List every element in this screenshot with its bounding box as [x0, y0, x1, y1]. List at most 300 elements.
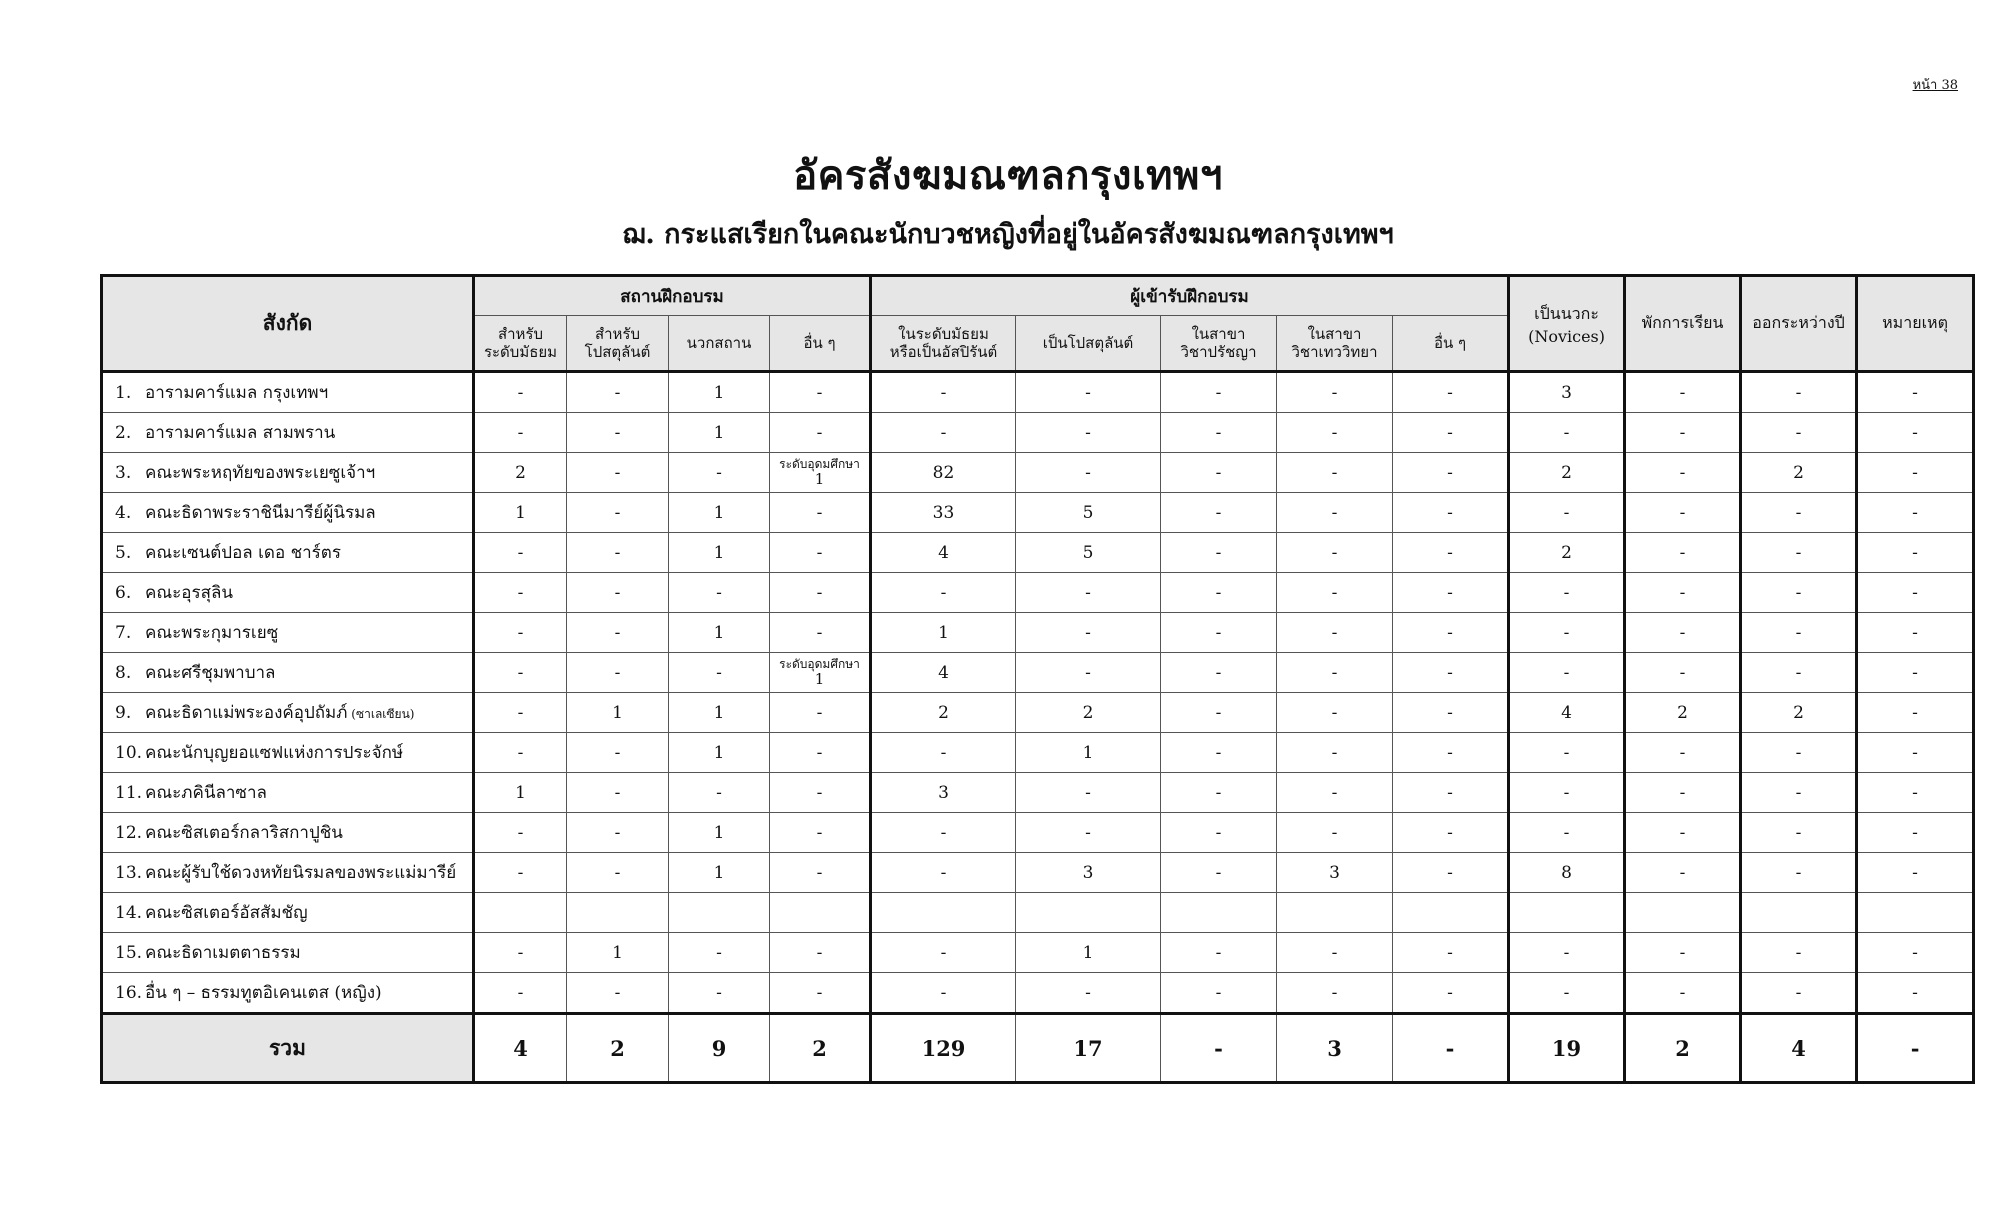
table-cell: - — [1741, 973, 1857, 1014]
table-cell: - — [770, 813, 871, 853]
table-row — [102, 533, 1974, 573]
row-number: 1. — [115, 383, 132, 403]
table-cell: - — [1277, 773, 1393, 813]
row-name: คณะเซนต์ปอล เดอ ชาร์ตร — [145, 543, 341, 563]
table-cell: - — [1161, 813, 1277, 853]
table-cell: - — [1161, 372, 1277, 413]
table-cell: - — [474, 533, 567, 573]
table-cell: - — [567, 493, 669, 533]
table-cell: - — [1625, 573, 1741, 613]
table-cell: 1 — [669, 813, 770, 853]
table-cell: - — [474, 613, 567, 653]
header-tp-postulant: สำหรับ โปสตุลันต์ — [567, 316, 669, 372]
table-cell: 1 — [669, 853, 770, 893]
table-cell — [770, 893, 871, 933]
table-cell: - — [871, 372, 1016, 413]
table-row — [102, 813, 1974, 853]
table-row — [102, 372, 1974, 413]
table-cell: - — [1509, 653, 1625, 693]
table-cell: - — [567, 733, 669, 773]
table-row — [102, 613, 1974, 653]
table-cell: - — [1857, 813, 1974, 853]
table-cell: - — [474, 933, 567, 973]
row-affiliation — [102, 693, 474, 733]
table-cell: 1 — [669, 372, 770, 413]
table-cell: - — [1393, 613, 1509, 653]
vocations-table — [100, 274, 1975, 1084]
table-cell: - — [1857, 693, 1974, 733]
table-cell — [1625, 893, 1741, 933]
table-cell: - — [871, 813, 1016, 853]
row-name: คณะพระหฤทัยของพระเยซูเจ้าฯ — [145, 463, 376, 483]
table-cell: - — [1509, 733, 1625, 773]
table-cell — [1277, 893, 1393, 933]
header-tr-other: อื่น ๆ — [1393, 316, 1509, 372]
table-cell: - — [1741, 613, 1857, 653]
table-cell: - — [567, 372, 669, 413]
table-cell: - — [1277, 733, 1393, 773]
table-cell: - — [1161, 853, 1277, 893]
row-name: คณะพระกุมารเยซู — [145, 623, 279, 643]
table-cell: - — [669, 653, 770, 693]
row-name: คณะอุรสุลิน — [145, 583, 234, 603]
table-cell: - — [1016, 372, 1161, 413]
row-affiliation — [102, 773, 474, 813]
table-cell: - — [1161, 493, 1277, 533]
table-cell: - — [474, 733, 567, 773]
table-cell: - — [1625, 933, 1741, 973]
table-cell: - — [1741, 933, 1857, 973]
row-number: 9. — [115, 703, 132, 723]
table-cell: - — [1393, 853, 1509, 893]
table-cell: - — [567, 453, 669, 493]
table-cell: - — [770, 573, 871, 613]
table-cell: - — [1625, 372, 1741, 413]
table-cell: 2 — [1016, 693, 1161, 733]
table-cell: - — [1277, 413, 1393, 453]
table-cell: 2 — [1741, 693, 1857, 733]
table-cell: - — [1161, 573, 1277, 613]
table-cell: - — [567, 573, 669, 613]
table-cell: 3 — [1277, 853, 1393, 893]
table-cell: - — [1741, 413, 1857, 453]
table-cell: - — [770, 973, 871, 1014]
row-affiliation — [102, 653, 474, 693]
row-name: คณะศรีชุมพาบาล — [145, 663, 276, 683]
row-name: อารามคาร์แมล สามพราน — [145, 423, 336, 443]
table-cell: - — [669, 453, 770, 493]
table-cell: - — [1277, 653, 1393, 693]
header-novices-line2: (Novices) — [1528, 326, 1605, 346]
row-affiliation — [102, 813, 474, 853]
row-number: 10. — [115, 743, 143, 763]
table-cell: - — [474, 413, 567, 453]
row-affiliation — [102, 413, 474, 453]
header-tp-novitiate: นวกสถาน — [669, 316, 770, 372]
table-cell: 2 — [474, 453, 567, 493]
table-cell: - — [1393, 372, 1509, 413]
table-cell: - — [1016, 653, 1161, 693]
table-cell: 4 — [871, 533, 1016, 573]
table-cell: 1 — [871, 613, 1016, 653]
table-row — [102, 413, 1974, 453]
table-cell — [567, 893, 669, 933]
table-cell: - — [1625, 453, 1741, 493]
header-tp-other: อื่น ๆ — [770, 316, 871, 372]
table-cell — [1857, 893, 1974, 933]
table-cell: - — [1277, 973, 1393, 1014]
cell-sub-label: ระดับอุดมศึกษา — [779, 657, 860, 672]
table-cell: - — [1625, 773, 1741, 813]
table-cell: 1 — [474, 493, 567, 533]
table-cell: - — [567, 413, 669, 453]
total-cell: 4 — [474, 1014, 567, 1083]
table-cell: - — [1857, 653, 1974, 693]
table-cell: 2 — [871, 693, 1016, 733]
table-cell: - — [770, 372, 871, 413]
row-affiliation — [102, 453, 474, 493]
table-cell: - — [1625, 973, 1741, 1014]
total-cell: 2 — [567, 1014, 669, 1083]
table-cell: - — [1741, 533, 1857, 573]
table-cell: - — [1161, 733, 1277, 773]
table-cell: 2 — [1741, 453, 1857, 493]
table-cell: - — [474, 693, 567, 733]
table-row — [102, 733, 1974, 773]
table-cell: - — [1277, 933, 1393, 973]
table-cell: - — [1625, 813, 1741, 853]
table-cell: - — [1393, 533, 1509, 573]
row-name: คณะซิสเตอร์อัสสัมชัญ — [145, 903, 308, 923]
row-affiliation — [102, 573, 474, 613]
row-name: คณะธิดาพระราชินีมารีย์ผู้นิรมล — [145, 503, 376, 523]
table-cell: 1 — [1016, 733, 1161, 773]
table-cell: - — [474, 853, 567, 893]
row-name: คณะนักบุญยอแซฟแห่งการประจักษ์ — [145, 743, 404, 763]
table-cell: - — [1161, 933, 1277, 973]
table-cell: - — [1161, 773, 1277, 813]
table-cell: - — [871, 733, 1016, 773]
table-cell: - — [1277, 813, 1393, 853]
header-trainees: ผู้เข้ารับฝึกอบรม — [871, 276, 1509, 316]
table-cell: - — [1857, 933, 1974, 973]
header-study-leave: พักการเรียน — [1625, 276, 1741, 372]
table-cell: - — [1857, 973, 1974, 1014]
table-cell: 4 — [1509, 693, 1625, 733]
table-cell: - — [1161, 533, 1277, 573]
table-cell: - — [1509, 933, 1625, 973]
table-row — [102, 853, 1974, 893]
total-cell: 9 — [669, 1014, 770, 1083]
table-cell: - — [567, 853, 669, 893]
table-cell: - — [1625, 613, 1741, 653]
table-cell: - — [567, 653, 669, 693]
table-cell: 1 — [474, 773, 567, 813]
table-cell: - — [1016, 613, 1161, 653]
row-note: (ซาเลเซียน) — [347, 707, 415, 721]
table-cell — [1393, 893, 1509, 933]
row-affiliation — [102, 613, 474, 653]
table-cell: - — [1509, 813, 1625, 853]
table-cell: - — [567, 613, 669, 653]
table-cell: - — [669, 773, 770, 813]
row-name: คณะธิดาเมตตาธรรม — [145, 943, 301, 963]
row-name: อารามคาร์แมล กรุงเทพฯ — [145, 383, 329, 403]
total-cell: 4 — [1741, 1014, 1857, 1083]
table-cell: 1 — [567, 693, 669, 733]
table-cell: - — [1509, 413, 1625, 453]
row-number: 5. — [115, 543, 132, 563]
row-number: 12. — [115, 823, 143, 843]
header-novices — [1509, 276, 1625, 372]
table-cell: - — [567, 533, 669, 573]
table-cell — [770, 653, 871, 693]
table-cell: - — [1277, 573, 1393, 613]
header-affiliation: สังกัด — [102, 276, 474, 372]
table-cell: - — [871, 933, 1016, 973]
table-cell: 33 — [871, 493, 1016, 533]
header-remarks: หมายเหตุ — [1857, 276, 1974, 372]
table-cell: 2 — [1625, 693, 1741, 733]
table-cell: - — [1393, 933, 1509, 973]
table-cell: - — [1393, 573, 1509, 613]
table-row — [102, 933, 1974, 973]
table-row — [102, 453, 1974, 493]
table-cell: 1 — [669, 413, 770, 453]
cell-value: 1 — [814, 469, 825, 488]
total-row — [102, 1014, 1974, 1083]
table-cell: - — [1741, 853, 1857, 893]
table-cell: - — [1509, 573, 1625, 613]
table-cell — [770, 453, 871, 493]
table-cell: - — [1857, 773, 1974, 813]
row-number: 8. — [115, 663, 132, 683]
row-number: 3. — [115, 463, 132, 483]
table-cell: - — [474, 372, 567, 413]
row-name: คณะธิดาแม่พระองค์อุปถัมภ์ — [145, 703, 348, 723]
table-cell — [669, 893, 770, 933]
row-number: 14. — [115, 903, 143, 923]
row-number: 15. — [115, 943, 143, 963]
row-affiliation — [102, 933, 474, 973]
cell-value: 1 — [814, 669, 825, 688]
table-cell: - — [1625, 853, 1741, 893]
table-cell: - — [770, 933, 871, 973]
table-cell: - — [871, 573, 1016, 613]
header-tr-theology: ในสาขา วิชาเทววิทยา — [1277, 316, 1393, 372]
page-number: หน้า 38 — [1912, 78, 1958, 93]
total-cell: - — [1161, 1014, 1277, 1083]
table-cell: - — [770, 493, 871, 533]
table-cell: - — [1625, 653, 1741, 693]
header-novices-line1: เป็นนวกะ — [1534, 303, 1599, 323]
table-cell: 1 — [1016, 933, 1161, 973]
table-cell: - — [1393, 693, 1509, 733]
header-tr-postulant: เป็นโปสตุลันต์ — [1016, 316, 1161, 372]
table-cell: - — [1857, 853, 1974, 893]
table-cell: - — [1016, 813, 1161, 853]
table-cell: - — [871, 853, 1016, 893]
table-cell: - — [1161, 973, 1277, 1014]
table-cell: - — [770, 413, 871, 453]
table-cell: - — [1625, 533, 1741, 573]
table-cell: - — [1161, 453, 1277, 493]
table-cell: - — [1277, 493, 1393, 533]
table-cell: - — [1625, 733, 1741, 773]
table-cell: - — [567, 813, 669, 853]
row-name: อื่น ๆ – ธรรมทูตอิเคนเตส (หญิง) — [145, 983, 382, 1003]
table-cell: - — [1509, 973, 1625, 1014]
row-number: 6. — [115, 583, 132, 603]
table-cell: 1 — [669, 733, 770, 773]
table-cell: 3 — [1509, 372, 1625, 413]
table-row — [102, 973, 1974, 1014]
table-cell — [1509, 893, 1625, 933]
table-row — [102, 693, 1974, 733]
table-cell: - — [669, 933, 770, 973]
table-cell: - — [1857, 733, 1974, 773]
row-number: 16. — [115, 983, 143, 1003]
table-row — [102, 893, 1974, 933]
row-affiliation — [102, 533, 474, 573]
header-dropped-out: ออกระหว่างปี — [1741, 276, 1857, 372]
table-cell — [1161, 893, 1277, 933]
row-name: คณะภคินีลาซาล — [145, 783, 267, 803]
table-cell: - — [1277, 613, 1393, 653]
row-affiliation — [102, 973, 474, 1014]
table-row — [102, 573, 1974, 613]
table-cell: - — [770, 733, 871, 773]
table-cell: - — [770, 853, 871, 893]
row-affiliation — [102, 372, 474, 413]
table-cell: - — [1741, 573, 1857, 613]
table-cell: - — [1741, 493, 1857, 533]
table-cell: - — [871, 413, 1016, 453]
table-cell: - — [1277, 533, 1393, 573]
table-cell: - — [1393, 453, 1509, 493]
table-cell: - — [1277, 453, 1393, 493]
header-training-places: สถานฝึกอบรม — [474, 276, 871, 316]
table-cell — [1741, 893, 1857, 933]
header-tr-secondary: ในระดับมัธยม หรือเป็นอัสปิรันต์ — [871, 316, 1016, 372]
row-name: คณะผู้รับใช้ดวงหทัยนิรมลของพระแม่มารีย์ — [145, 863, 457, 883]
table-cell: - — [1741, 653, 1857, 693]
table-cell: - — [1161, 613, 1277, 653]
table-cell: - — [474, 573, 567, 613]
table-row — [102, 653, 1974, 693]
table-cell: - — [1857, 453, 1974, 493]
table-cell: - — [1741, 372, 1857, 413]
total-cell: - — [1393, 1014, 1509, 1083]
table-cell: - — [1509, 493, 1625, 533]
table-cell: - — [1857, 372, 1974, 413]
table-cell: - — [1741, 813, 1857, 853]
table-cell: - — [1857, 573, 1974, 613]
table-cell: - — [669, 973, 770, 1014]
table-cell: 2 — [1509, 533, 1625, 573]
row-affiliation — [102, 893, 474, 933]
table-cell: - — [1016, 573, 1161, 613]
table-row — [102, 493, 1974, 533]
total-cell: 2 — [770, 1014, 871, 1083]
table-cell — [474, 893, 567, 933]
total-cell: 19 — [1509, 1014, 1625, 1083]
table-cell: 1 — [669, 533, 770, 573]
table-cell: 3 — [871, 773, 1016, 813]
total-cell: 2 — [1625, 1014, 1741, 1083]
table-cell: 5 — [1016, 533, 1161, 573]
header-tp-secondary: สำหรับ ระดับมัธยม — [474, 316, 567, 372]
table-cell: - — [474, 813, 567, 853]
total-cell: 3 — [1277, 1014, 1393, 1083]
table-cell: - — [1625, 493, 1741, 533]
table-cell: - — [1016, 413, 1161, 453]
page-title: อัครสังฆมณฑลกรุงเทพฯ — [793, 152, 1223, 199]
table-cell: - — [1857, 493, 1974, 533]
table-cell: - — [1741, 733, 1857, 773]
row-number: 4. — [115, 503, 132, 523]
table-cell: - — [1393, 733, 1509, 773]
row-affiliation — [102, 733, 474, 773]
row-number: 11. — [115, 783, 143, 803]
table-cell: - — [871, 973, 1016, 1014]
table-cell: 1 — [567, 933, 669, 973]
table-cell: - — [1161, 693, 1277, 733]
table-cell: - — [1741, 773, 1857, 813]
table-cell: - — [1393, 493, 1509, 533]
table-cell: - — [1393, 813, 1509, 853]
table-row — [102, 773, 1974, 813]
table-cell: - — [474, 653, 567, 693]
table-cell: - — [1277, 372, 1393, 413]
total-cell: 17 — [1016, 1014, 1161, 1083]
total-cell: 129 — [871, 1014, 1016, 1083]
table-cell: 2 — [1509, 453, 1625, 493]
table-cell: - — [1016, 773, 1161, 813]
table-cell: - — [669, 573, 770, 613]
table-cell: 5 — [1016, 493, 1161, 533]
table-cell: - — [1625, 413, 1741, 453]
table-cell: 1 — [669, 493, 770, 533]
total-cell: - — [1857, 1014, 1974, 1083]
table-cell: - — [770, 773, 871, 813]
table-cell: - — [1393, 653, 1509, 693]
table-cell: - — [1393, 773, 1509, 813]
table-cell: - — [474, 973, 567, 1014]
table-cell: - — [1016, 973, 1161, 1014]
page-subtitle: ฌ. กระแสเรียกในคณะนักบวชหญิงที่อยู่ในอัครสังฆมณฑลกรุงเทพฯ — [622, 219, 1394, 250]
table-cell: 4 — [871, 653, 1016, 693]
header-tr-philosophy: ในสาขา วิชาปรัชญา — [1161, 316, 1277, 372]
row-number: 2. — [115, 423, 132, 443]
table-cell: - — [1857, 413, 1974, 453]
table-cell: - — [1509, 613, 1625, 653]
cell-sub-label: ระดับอุดมศึกษา — [779, 457, 860, 472]
table-cell: 8 — [1509, 853, 1625, 893]
table-cell: - — [770, 613, 871, 653]
table-cell: 1 — [669, 693, 770, 733]
row-affiliation — [102, 493, 474, 533]
table-cell: - — [1393, 973, 1509, 1014]
table-cell: - — [770, 693, 871, 733]
table-cell: - — [567, 973, 669, 1014]
table-cell: 1 — [669, 613, 770, 653]
table-cell: - — [1161, 413, 1277, 453]
table-cell: - — [1161, 653, 1277, 693]
table-cell: - — [1277, 693, 1393, 733]
row-affiliation — [102, 853, 474, 893]
row-name: คณะซิสเตอร์กลาริสกาปูชิน — [145, 823, 343, 843]
